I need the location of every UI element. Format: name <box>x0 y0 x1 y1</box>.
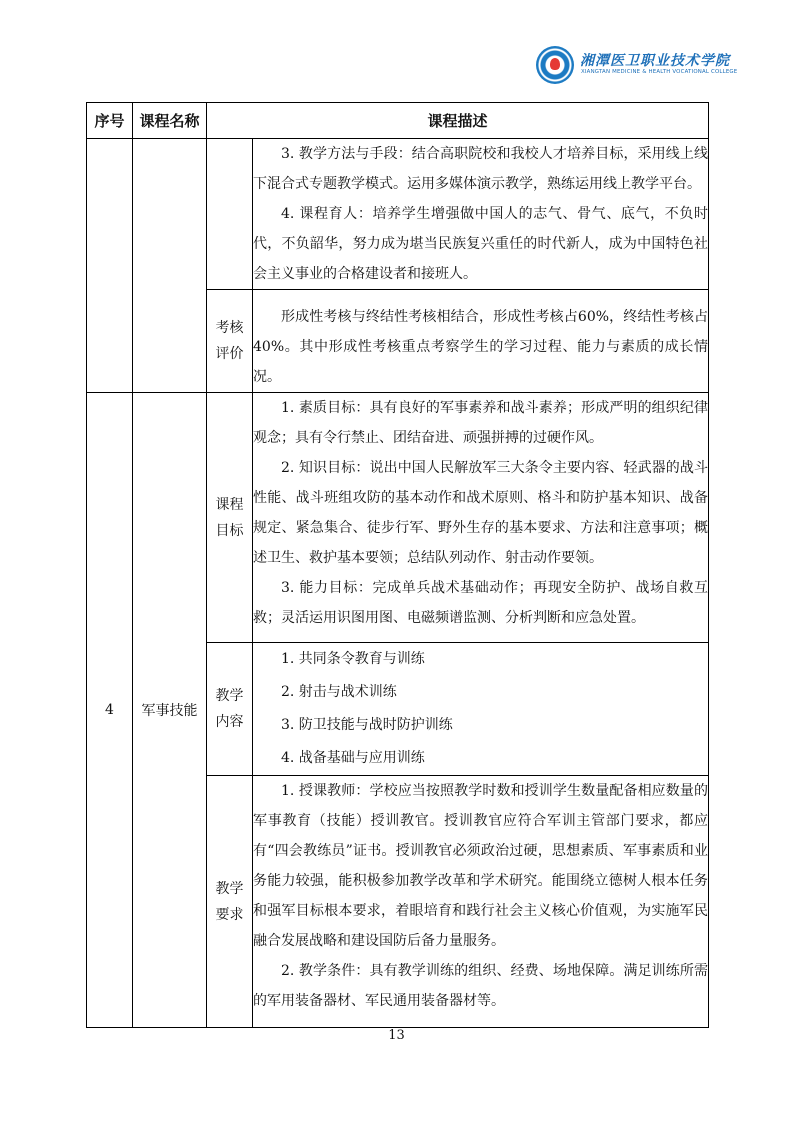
paragraph: 2. 知识目标：说出中国人民解放军三大条令主要内容、轻武器的战斗性能、战斗班组攻防的基本动作和战术原则、格斗和防护基本知识、战备规定、紧急集合、徒步行军、野外生存的基本要求、方法和注意事项；概述卫生、救护基本要领；总结队列动作、射击动作要领。 <box>253 460 709 566</box>
section-label: 要求 <box>215 906 244 923</box>
section-label: 课程 <box>215 496 244 513</box>
paragraph: 3. 能力目标：完成单兵战术基础动作；再现安全防护、战场自救互救；灵活运用识图用图、电磁频谱监测、分析判断和应急处置。 <box>253 580 709 626</box>
section-cell-content <box>207 643 253 776</box>
table-header-row <box>87 103 709 139</box>
school-emblem-icon <box>536 46 574 84</box>
section-label: 教学 <box>215 880 244 897</box>
school-logo <box>536 44 738 94</box>
section-label: 内容 <box>215 714 244 730</box>
course-name: 军事技能 <box>133 393 207 1028</box>
table-row <box>87 139 709 290</box>
table-row <box>87 393 709 643</box>
paragraph: 形成性考核与终结性考核相结合，形成性考核占60%，终结性考核占40%。其中形成性考核重点考察学生的学习过程、能力与素质的成长情况。 <box>253 309 709 385</box>
list-item: 1. 共同条令教育与训练 <box>281 651 425 667</box>
school-name-en: XIANGTAN MEDICINE & HEALTH VOCATIONAL COLLEGE <box>581 69 738 75</box>
page-number: 13 <box>388 1028 405 1043</box>
description-cell <box>253 643 709 776</box>
header-index: 序号 <box>87 103 133 139</box>
description-cell <box>253 393 709 643</box>
list-item: 2. 射击与战术训练 <box>281 684 397 700</box>
paragraph: 2. 教学条件：具有教学训练的组织、经费、场地保障。满足训练所需的军用装备器材、军民通用装备器材等。 <box>253 963 709 1009</box>
header-course-name: 课程名称 <box>133 103 207 139</box>
course-table <box>86 102 709 1028</box>
section-cell-assessment <box>207 290 253 393</box>
header-description: 课程描述 <box>207 103 709 139</box>
section-cell-requirements <box>207 776 253 1028</box>
paragraph: 4. 课程育人：培养学生增强做中国人的志气、骨气、底气，不负时代，不负韶华，努力成为堪当民族复兴重任的时代新人，成为中国特色社会主义事业的合格建设者和接班人。 <box>253 206 709 282</box>
section-label: 教学 <box>215 688 244 704</box>
description-cell <box>253 139 709 290</box>
list-item: 3. 防卫技能与战时防护训练 <box>281 717 453 733</box>
description-cell <box>253 290 709 393</box>
index-cell-prev <box>87 139 133 393</box>
course-name-cell-prev <box>133 139 207 393</box>
paragraph: 1. 授课教师：学校应当按照教学时数和授训学生数量配备相应数量的军事教育（技能）授训教官。授训教官应符合军训主管部门要求，都应有“四会教练员”证书。授训教官必须政治过硬，思想素质、军事素质和业务能力较强，能积极参加教学改革和学术研究。能围绕立德树人根本任务和强军目标根本要求，着眼培育和践行社会主义核心价值观，为实施军民融合发展战略和建设国防后备力量服务。 <box>253 783 709 949</box>
paragraph: 1. 素质目标：具有良好的军事素养和战斗素养；形成严明的组织纪律观念；具有令行禁止、团结奋进、顽强拼搏的过硬作风。 <box>253 400 709 446</box>
paragraph: 3. 教学方法与手段：结合高职院校和我校人才培养目标，采用线上线下混合式专题教学模式。运用多媒体演示教学，熟练运用线上教学平台。 <box>253 146 709 192</box>
section-label: 考核 <box>215 320 244 336</box>
section-cell-prev <box>207 139 253 290</box>
school-name: 湘潭医卫职业技术学院 <box>580 53 730 69</box>
section-label: 目标 <box>215 522 244 539</box>
section-label: 评价 <box>215 346 244 362</box>
description-cell <box>253 776 709 1028</box>
section-cell-objectives <box>207 393 253 643</box>
list-item: 4. 战备基础与应用训练 <box>281 750 425 766</box>
course-index: 4 <box>87 393 133 1028</box>
